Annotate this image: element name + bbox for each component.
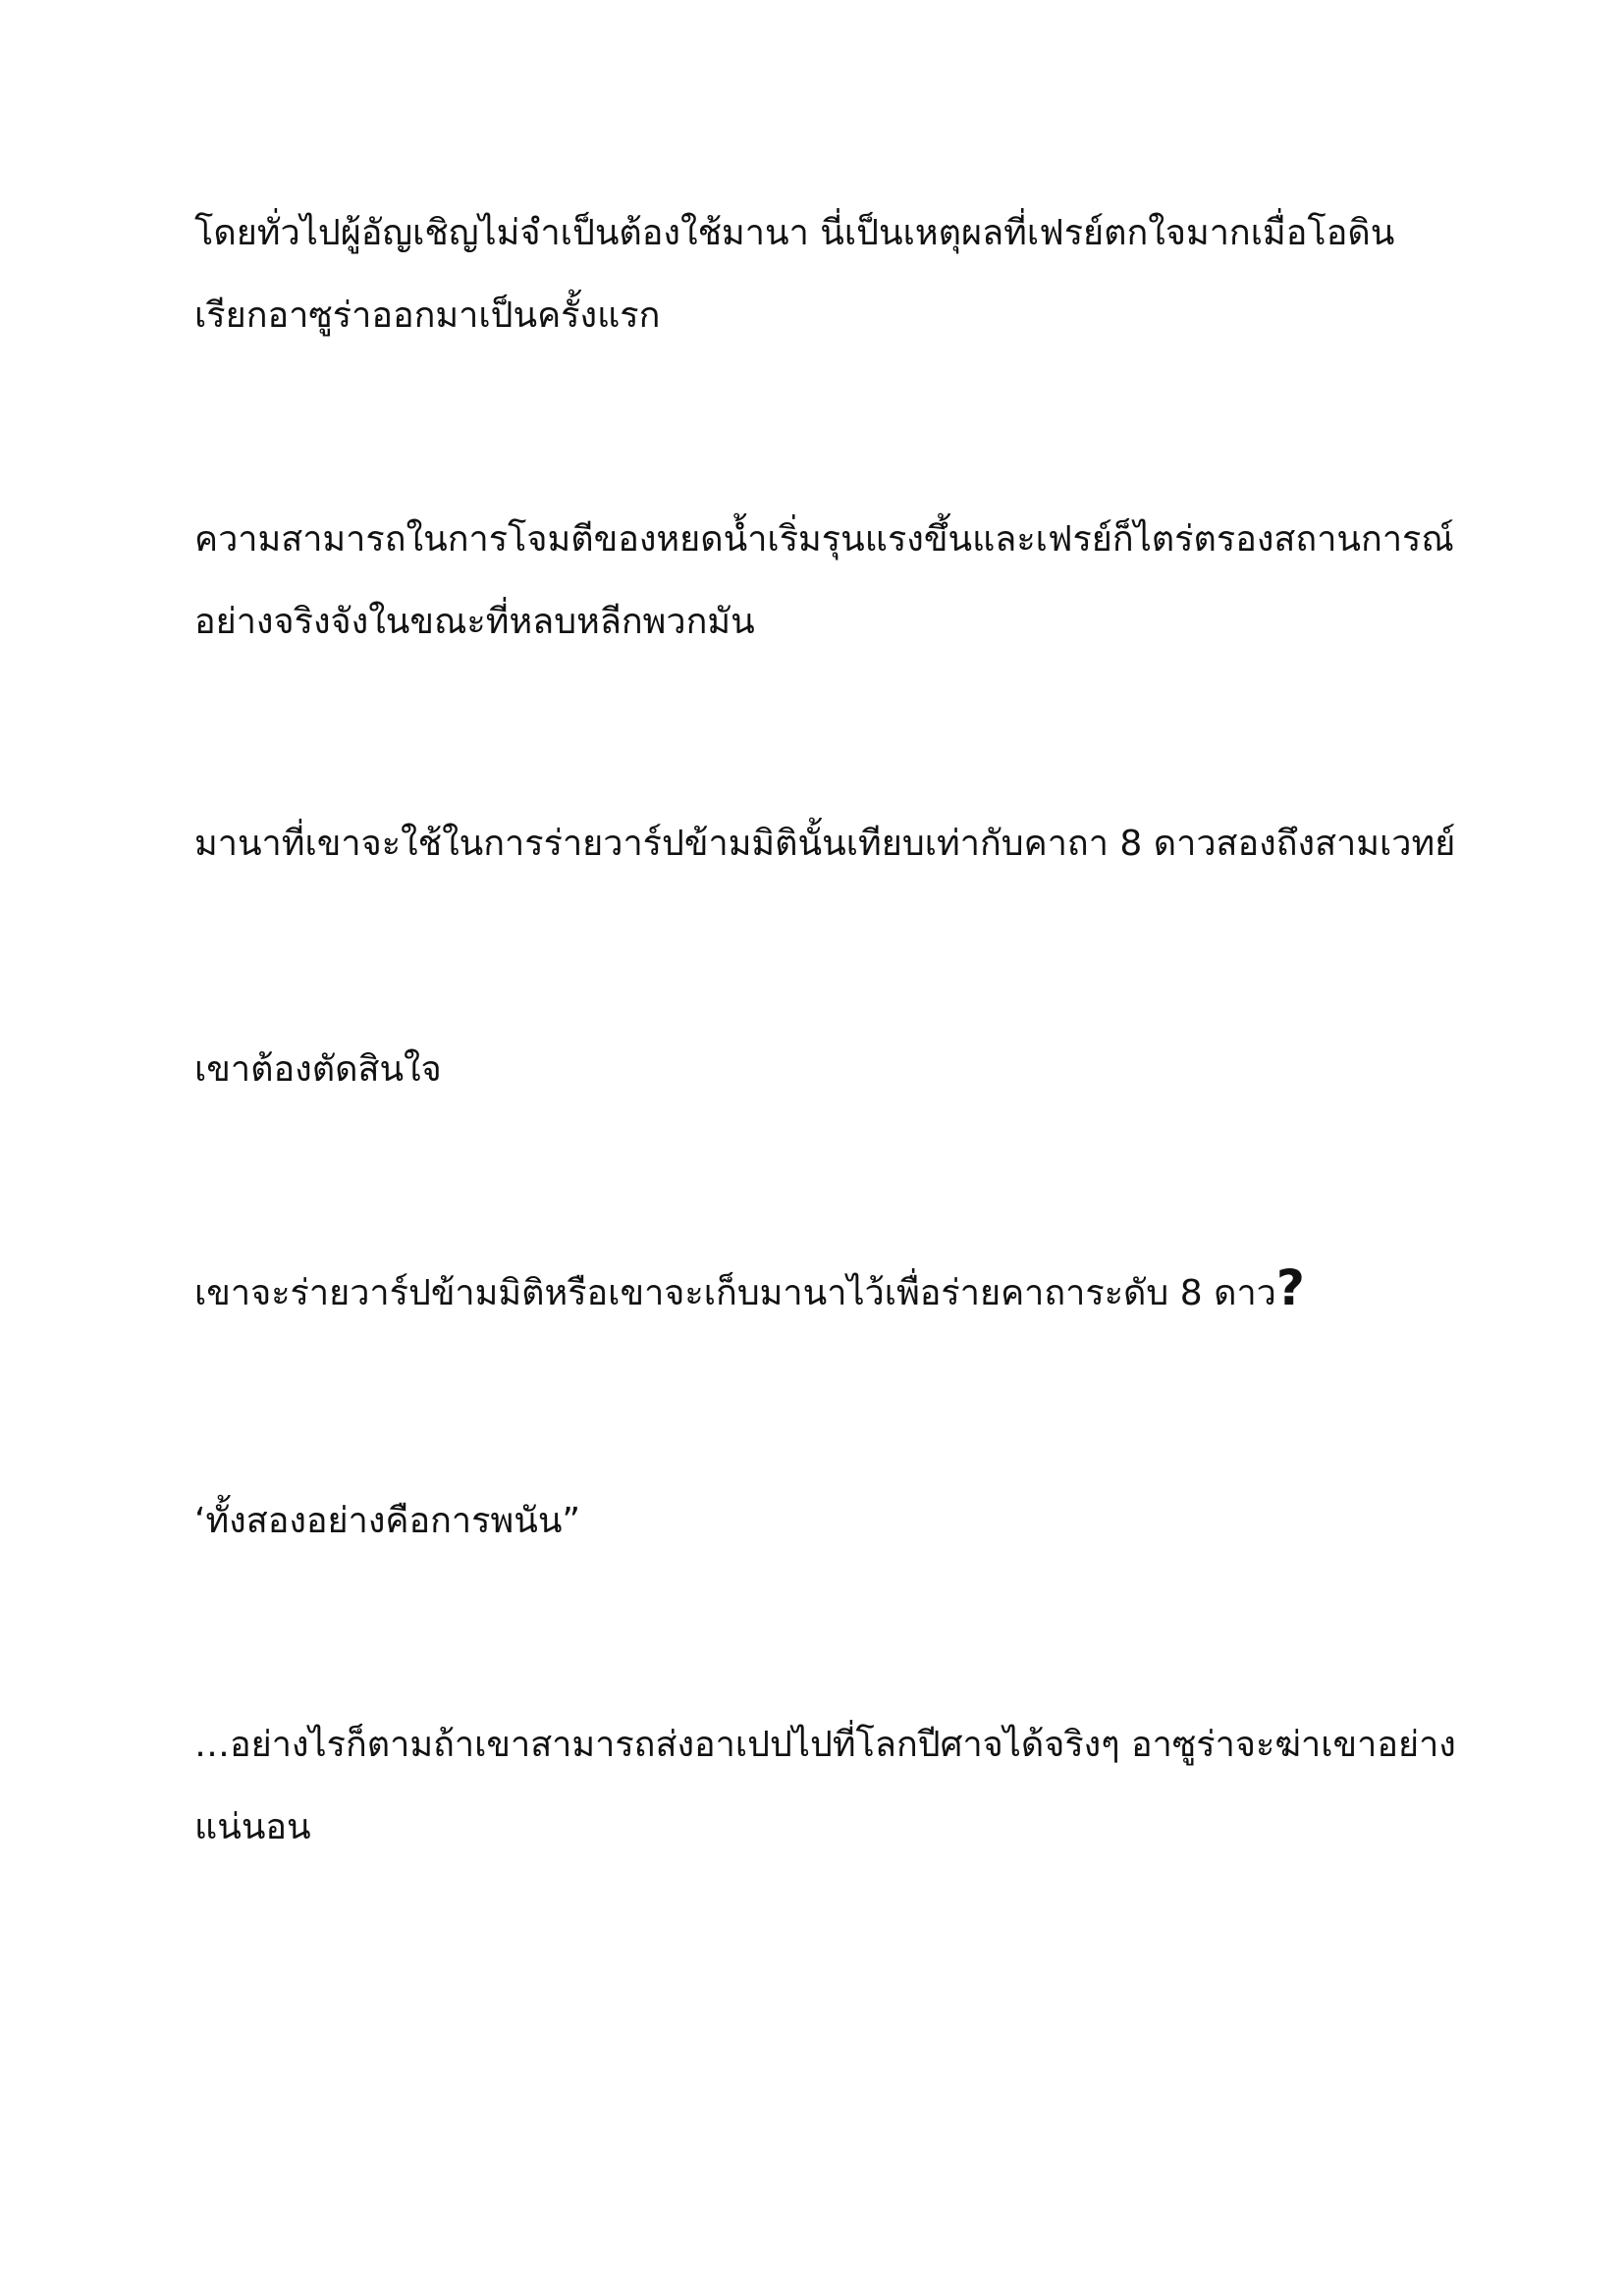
paragraph-ashura: [194, 1704, 1471, 1869]
text-line: …อย่างไรก็ตามถ้าเขาสามารถส่งอาเปปไปที่โลกปีศาจได้จริงๆ อาซูร่าจะฆ่าเขาอย่าง: [194, 1725, 1456, 1765]
paragraph-summoner-mana: [194, 192, 1471, 357]
text-line: โดยทั่วไปผู้อัญเชิญไม่จำเป็นต้องใช้มานา นี่เป็นเหตุผลที่เฟรย์ตกใจมากเมื่อโอดิน: [194, 213, 1395, 253]
paragraph-question: [194, 1253, 1471, 1335]
text-line: [194, 1253, 1471, 1335]
text-line: มานาที่เขาจะใช้ในการร่ายวาร์ปข้ามมิตินั้นเทียบเท่ากับคาถา 8 ดาวสองถึงสามเวทย์: [194, 824, 1456, 864]
question-text: เขาจะร่ายวาร์ปข้ามมิติหรือเขาจะเก็บมานาไว้เพื่อร่ายคาถาระดับ 8 ดาว: [194, 1273, 1276, 1313]
paragraph-water-drops: [194, 499, 1471, 664]
paragraph-gamble: [194, 1480, 1471, 1563]
paragraph-decide: [194, 1029, 1471, 1111]
text-line: ความสามารถในการโจมตีของหยดน้ำเริ่มรุนแรงขึ้นและเฟรย์ก็ไตร่ตรองสถานการณ์: [194, 519, 1454, 560]
question-mark: ?: [1275, 1259, 1305, 1316]
text-line: ‘ทั้งสองอย่างคือการพนัน”: [194, 1501, 581, 1541]
text-line: อย่างจริงจังในขณะที่หลบหลีกพวกมัน: [194, 602, 755, 642]
paragraph-warp-mana: [194, 803, 1471, 885]
text-line: แน่นอน: [194, 1807, 311, 1847]
text-line: เรียกอาซูร่าออกมาเป็นครั้งแรก: [194, 295, 661, 336]
text-line: เขาต้องตัดสินใจ: [194, 1049, 442, 1090]
